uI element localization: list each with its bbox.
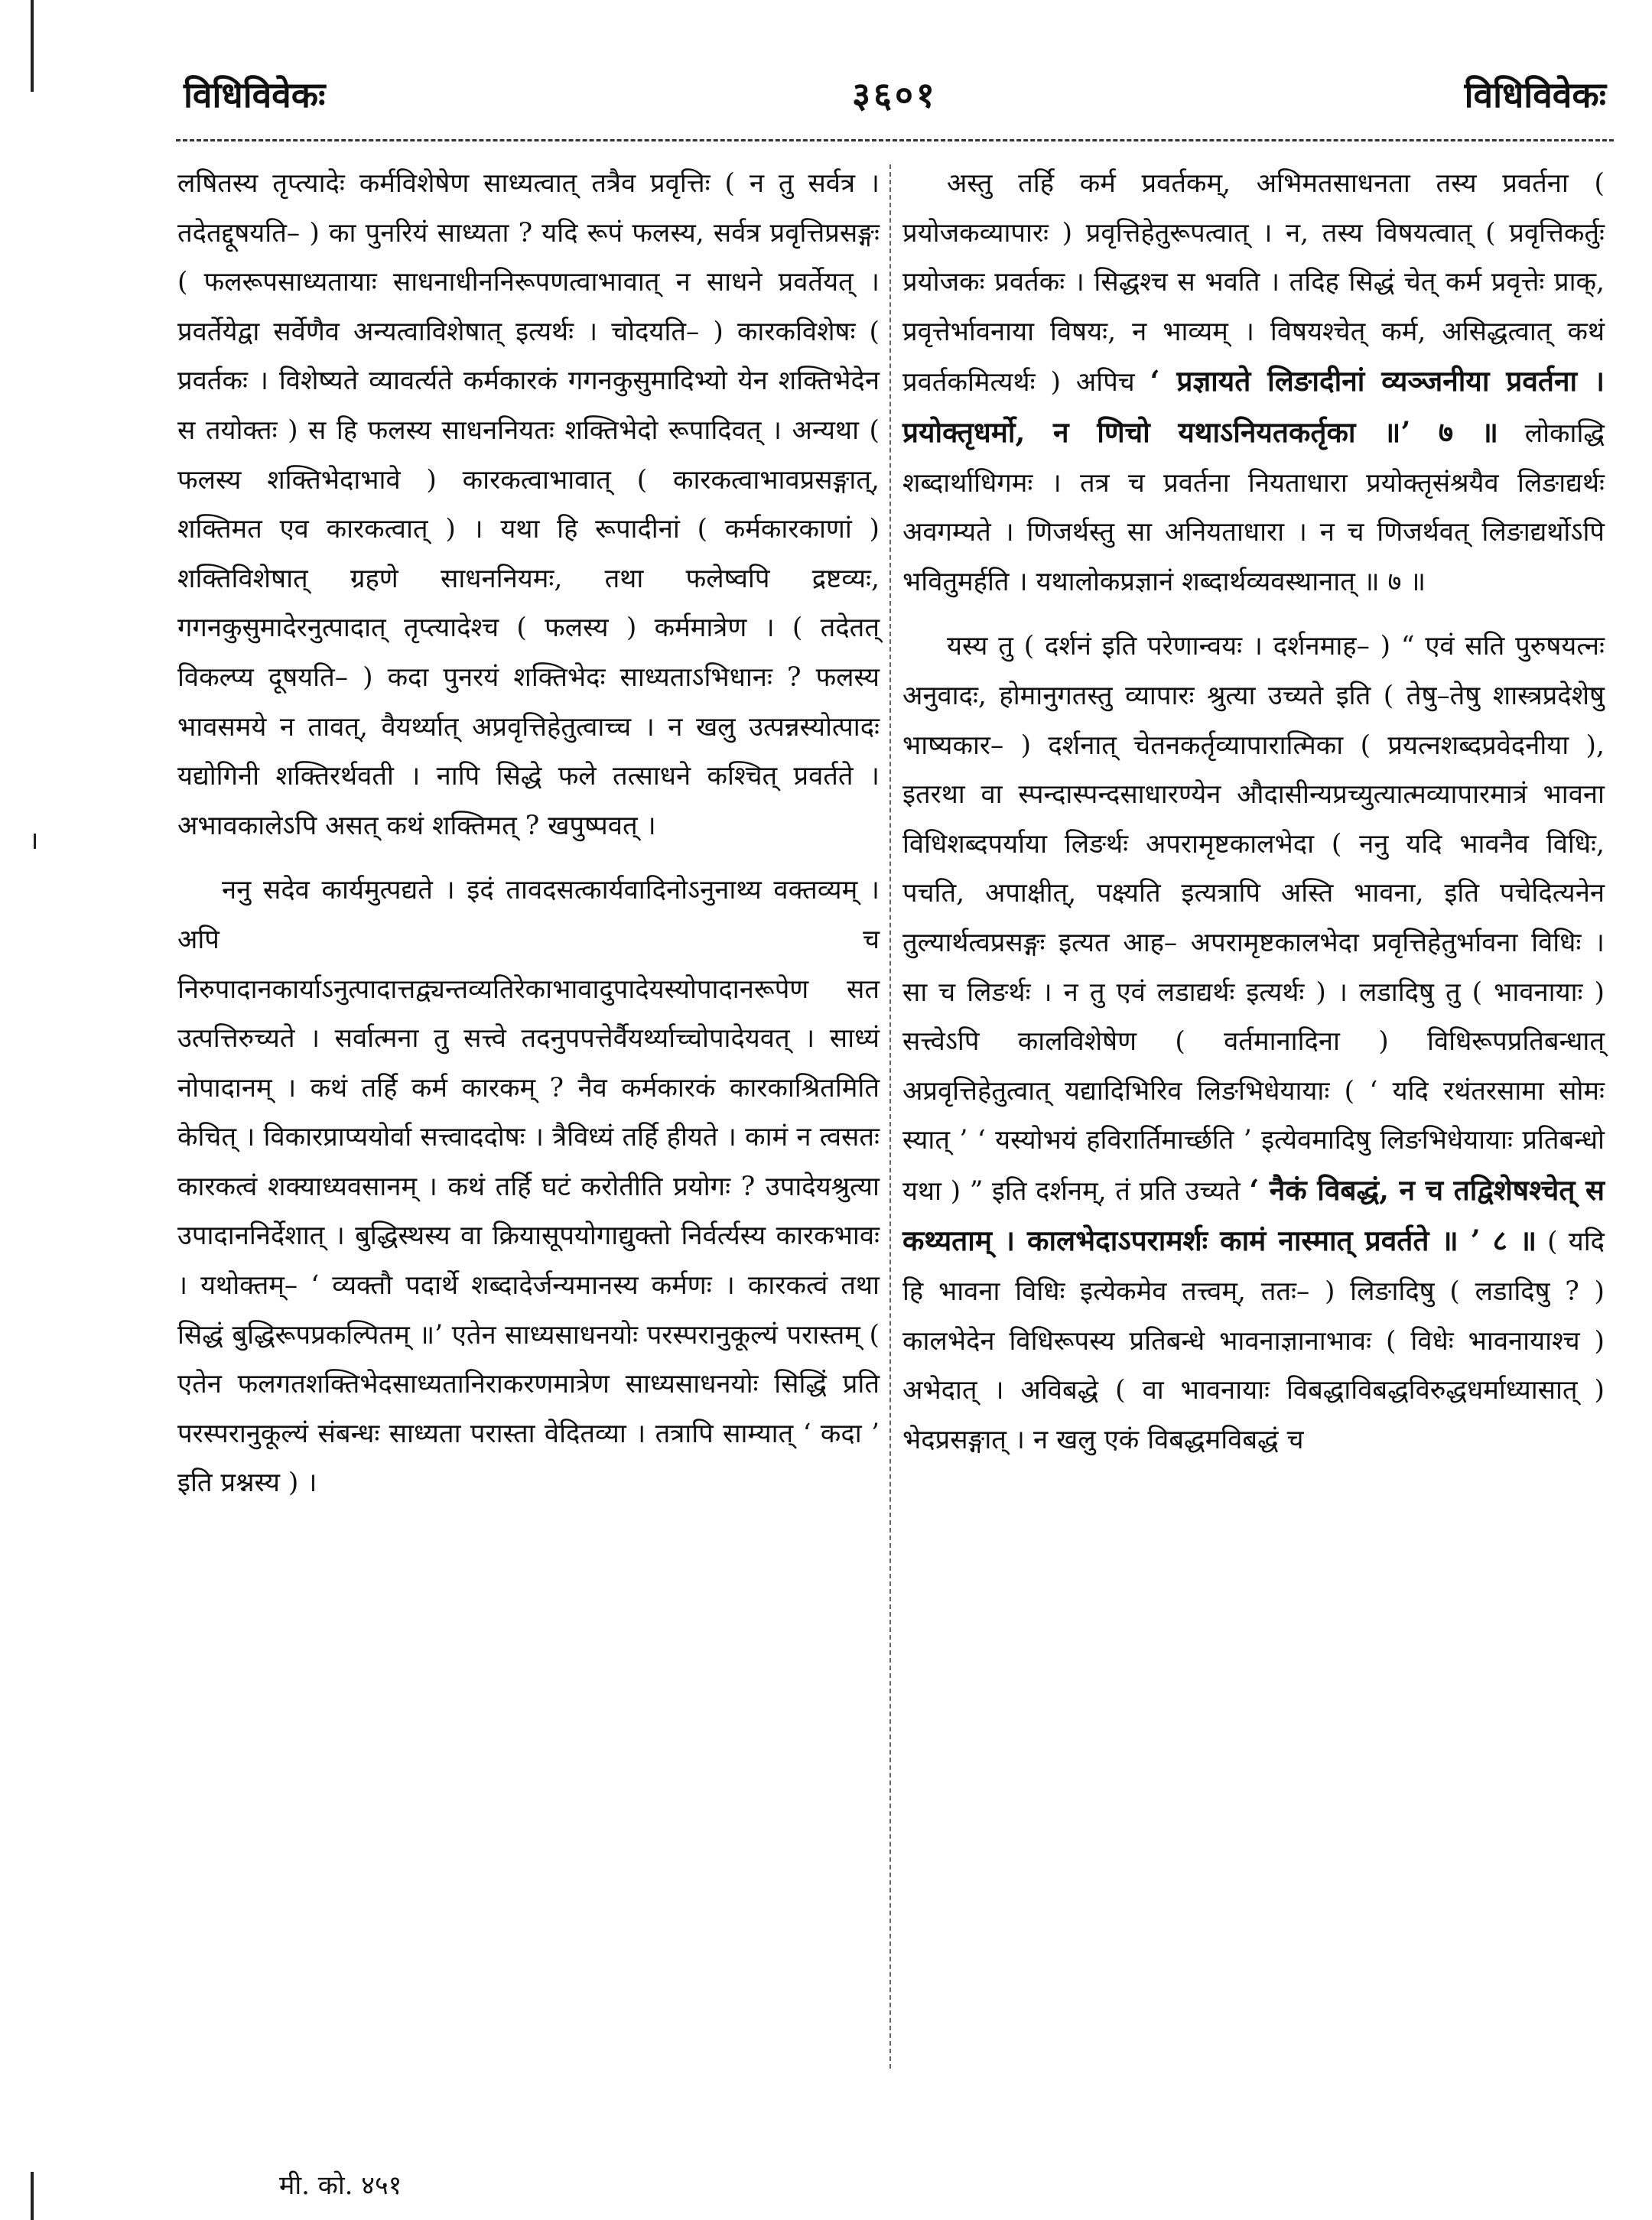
right-paragraph-1: [902, 159, 1605, 606]
page-number: ३६०१: [852, 74, 938, 115]
karika-8: ‘ नैकं विबद्धं, न च तद्विशेषश्चेत् स कथ्यताम् । कालभेदाऽपरामर्शः कामं नास्मात् प्रवर्तते ॥ ’ ८ ॥: [902, 1172, 1605, 1258]
footer-signature: मी. को. ४५१: [279, 2170, 402, 2201]
left-paragraph-1: लषितस्य तृप्त्यादेः कर्मविशेषेण साध्यत्वात् तत्रैव प्रवृत्तिः ( न तु सर्वत्र । तदेतद्दूषयति– ) का पुनरियं साध्यता ? यदि रूपं फलस्य, सर्वत्र प्रवृत्तिप्रसङ्गः ( फलरूपसाध्यतायाः साधनाधीननिरूपणत्वाभावात् न साधने प्रवर्तेयत् । प्रवर्तेयेद्वा सर्वेणैव अन्यत्वाविशेषात् इत्यर्थः । चोदयति– ) कारकविशेषः ( प्रवर्तकः । विशेष्यते व्यावर्त्यते कर्मकारकं गगनकुसुमादिभ्यो येन शक्तिभेदेन स तयोक्तः ) स हि फलस्य साधननियतः शक्तिभेदो रूपादिवत् । अन्यथा ( फलस्य शक्तिभेदाभावे ) कारकत्वाभावात् ( कारकत्वाभावप्रसङ्गात्, शक्तिमत एव कारकत्वात् ) । यथा हि रूपादीनां ( कर्मकारकाणां ) शक्तिविशेषात् ग्रहणे साधननियमः, तथा फलेष्वपि द्रष्टव्यः, गगनकुसुमादेरनुत्पादात् तृप्त्यादेश्च ( फलस्य ) कर्ममात्रेण । ( तदेतत् विकल्प्य दूषयति– ) कदा पुनरयं शक्तिभेदः साध्यताऽभिधानः ? फलस्य भावसमये न तावत्, वैयर्थ्यात् अप्रवृत्तिहेतुत्वाच्च । न खलु उत्पन्नस्योत्पादः यद्योगिनी शक्तिरर्थवती । नापि सिद्धे फले तत्साधने कश्चित् प्रवर्तते । अभावकालेऽपि असत् कथं शक्तिमत् ? खपुष्पवत् ।: [177, 168, 880, 841]
page-edge-mid: [34, 834, 36, 849]
page-edge-top: [31, 0, 34, 92]
left-column: [177, 159, 880, 1508]
running-title-left: विधिविवेकः: [184, 74, 326, 115]
right-column: [902, 159, 1605, 1464]
running-title-right: विधिविवेकः: [1464, 74, 1606, 115]
right-paragraph-1-text: अस्तु तर्हि कर्म प्रवर्तकम्, अभिमतसाधनता तस्य प्रवर्तना ( प्रयोजकव्यापारः ) प्रवृत्तिहेतुरूपत्वात् । न, तस्य विषयत्वात् ( प्रवृत्तिकर्तुः प्रयोजकः प्रवर्तकः । सिद्धश्च स भवति । तदिह सिद्धं चेत् कर्म प्रवृत्तेः प्राक्, प्रवृत्तेर्भावनाया विषयः, न भाव्यम् । विषयश्चेत् कर्म, असिद्धत्वात् कथं प्रवर्तकमित्यर्थः ) अपिच: [902, 168, 1605, 398]
right-paragraph-2-text: यस्य तु ( दर्शनं इति परेणान्वयः । दर्शनमाह– ) “ एवं सति पुरुषयत्नः अनुवादः, होमानुगतस्तु व्यापारः श्रुत्या उच्यते इति ( तेषु–तेषु शास्त्रप्रदेशेषु भाष्यकार– ) दर्शनात् चेतनकर्तृव्यापारात्मिका ( प्रयत्नशब्दप्रवेदनीया ), इतरथा वा स्पन्दास्पन्दसाधारण्येन औदासीन्यप्रच्युत्यात्मव्यापारमात्रं भावना विधिशब्दपर्याया लिङर्थः अपरामृष्टकालभेदा ( ननु यदि भावनैव विधिः, पचति, अपाक्षीत्, पक्ष्यति इत्यत्रापि अस्ति भावना, इति पचेदित्यनेन तुल्यार्थत्वप्रसङ्गः इत्यत आह– अपरामृष्टकालभेदा प्रवृत्तिहेतुर्भावना विधिः । सा च लिङर्थः । न तु एवं लडाद्यर्थः इत्यर्थः ) । लडादिषु तु ( भावनायाः ) सत्त्वेऽपि कालविशेषेण ( वर्तमानादिना ) विधिरूपप्रतिबन्धात् अप्रवृत्तिहेतुत्वात् यद्यादिभिरिव लिङभिधेयायाः ( ‘ यदि रथंतरसामा सोमः स्यात् ’ ‘ यस्योभयं हविरार्तिमार्च्छति ’ इत्येवमादिषु लिङभिधेयायाः प्रतिबन्धो यथा ) ” इति दर्शनम्, तं प्रति उच्यते: [902, 631, 1605, 1207]
header-rule: [176, 139, 1614, 141]
page-header: [184, 67, 1606, 121]
right-paragraph-2-commentary: ( यदि हि भावना विधिः इत्येकमेव तत्त्वम्, ततः– ) लिङादिषु ( लडादिषु ? ) कालभेदेन विधिरूपस्य प्रतिबन्धे भावनाज्ञानाभावः ( विधेः भावनायाश्च ) अभेदात् । अविबद्धे ( वा भावनायाः विबद्धाविबद्धविरुद्धधर्माध्यासात् ) भेदप्रसङ्गात् । न खलु एकं विबद्धमविबद्धं च: [902, 1227, 1605, 1455]
page-edge-bottom: [31, 2172, 34, 2220]
left-paragraph-2: ननु सदेव कार्यमुत्पद्यते । इदं तावदसत्कार्यवादिनोऽनुनाथ्य वक्तव्यम् । अपि च निरुपादानकार्याऽनुत्पादात्तद्व्यन्तव्यतिरेकाभावादुपादेयस्योपादानरूपेण सत उत्पत्तिरुच्यते । सर्वात्मना तु सत्त्वे तदनुपपत्तेर्वैयर्थ्याच्चोपादेयवत् । साध्यं नोपादानम् । कथं तर्हि कर्म कारकम् ? नैव कर्मकारकं कारकाश्रितमिति केचित् । विकारप्राप्ययोर्वा सत्त्वाददोषः । त्रैविध्यं तर्हि हीयते । कामं न त्वसतः कारकत्वं शक्याध्यवसानम् । कथं तर्हि घटं करोतीति प्रयोगः ? उपादेयश्रुत्या उपादाननिर्देशात् । बुद्धिस्थस्य वा क्रियासूपयोगाद्युक्तो निर्वर्त्यस्य कारकभावः । यथोक्तम्– ‘ व्यक्तौ पदार्थे शब्दादेर्जन्यमानस्य कर्मणः । कारकत्वं तथा सिद्धं बुद्धिरूपप्रकल्पितम् ॥’ एतेन साध्यसाधनयोः परस्परानुकूल्यं परास्तम् ( एतेन फलगतशक्तिभेदसाध्यतानिराकरणमात्रेण साध्यसाधनयोः सिद्धिं प्रति परस्परानुकूल्यं संबन्धः साध्यता परास्ता वेदितव्या । तत्रापि साम्यात् ‘ कदा ’ इति प्रश्नस्य ) ।: [177, 875, 880, 1499]
right-paragraph-2: [902, 622, 1605, 1464]
column-divider: [889, 164, 891, 2069]
karika-7: ‘ प्रज्ञायते लिङादीनां व्यञ्जनीया प्रवर्तना । प्रयोक्तृधर्मो, न णिचो यथाऽनियतकर्तृका ॥’ ७ ॥: [902, 364, 1605, 449]
right-paragraph-1-commentary: लोकाद्धि शब्दार्थाधिगमः । तत्र च प्रवर्तना नियताधारा प्रयोक्तृसंश्रयैव लिङाद्यर्थः अवगम्यते । णिजर्थस्तु सा अनियताधारा । न च णिजर्थवत् लिङाद्यर्थोऽपि भवितुमर्हति । यथालोकप्रज्ञानं शब्दार्थव्यवस्थानात् ॥ ७ ॥: [902, 418, 1605, 597]
